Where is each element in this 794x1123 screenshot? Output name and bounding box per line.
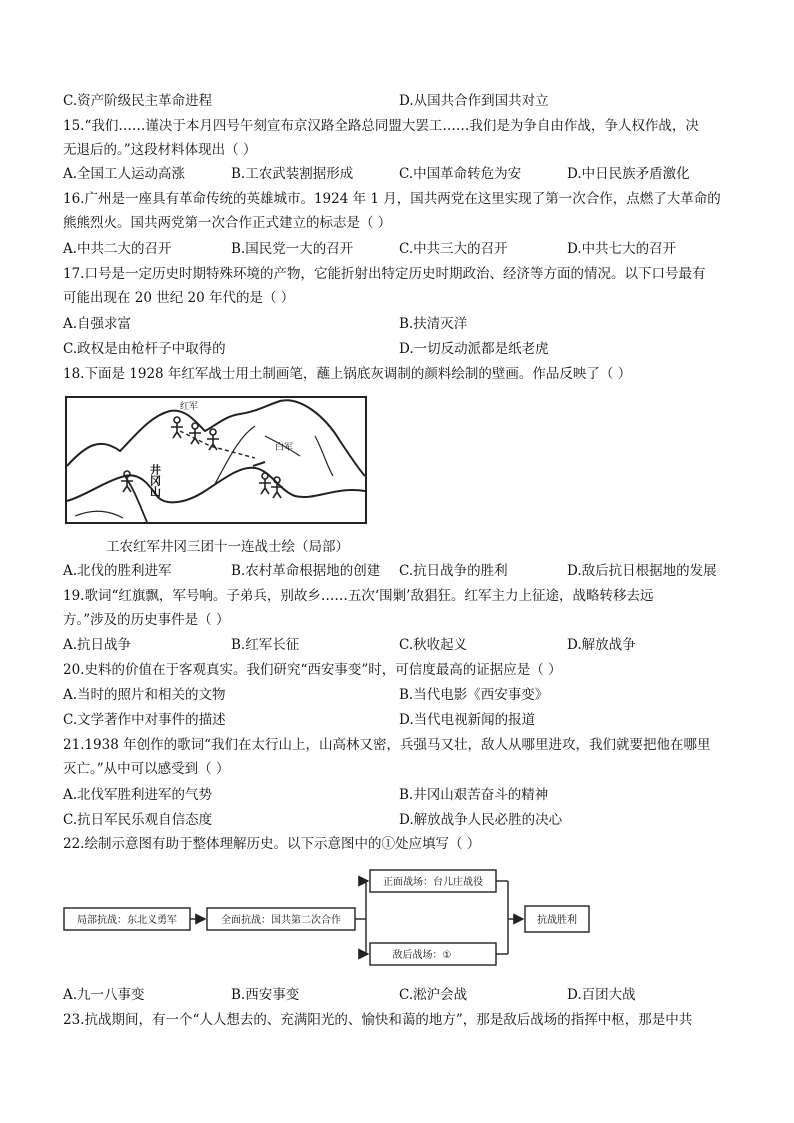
q20-option-b: B.当代电影《西安事变》	[399, 687, 549, 703]
q19-options-row	[63, 635, 733, 655]
q23-stem-line-1: 23.抗战期间，有一个“人人想去的、充满阳光的、愉快和蔼的地方”，那是敌后战场的指挥中枢，那是中共	[63, 1012, 693, 1028]
q22-option-a: A.九一八事变	[63, 987, 145, 1003]
q18-option-b: B.农村革命根据地的创建	[231, 563, 381, 579]
q18-option-c: C.抗日战争的胜利	[399, 563, 508, 579]
diagram-box-front-battlefield-label: 正面战场：台儿庄战役	[383, 877, 483, 888]
q17-stem-line-2: 可能出现在 20 世纪 20 年代的是（ ）	[63, 290, 295, 306]
q20-option-d: D.当代电视新闻的报道	[399, 712, 536, 728]
q21-option-c: C.抗日军民乐观自信态度	[63, 812, 213, 828]
white-army-label: 白军	[275, 443, 294, 453]
q15-option-a: A.全国工人运动高涨	[63, 166, 186, 182]
q14-options-row	[63, 91, 733, 111]
q21-options-row-2	[63, 810, 733, 830]
q18-stem: 18.下面是 1928 年红军战士用土制画笔，蘸上锅底灰调制的颜料绘制的壁画。作品反映了（ ）	[63, 366, 632, 382]
q21-option-a: A.北伐军胜利进军的气势	[63, 787, 213, 803]
q17-option-c: C.政权是由枪杆子中取得的	[63, 341, 226, 357]
q17-option-a: A.自强求富	[63, 316, 132, 332]
q21-stem-line-2: 灭亡。”从中可以感受到（ ）	[63, 761, 230, 777]
q22-option-d: D.百团大战	[567, 987, 636, 1003]
q18-image-caption: 工农红军井冈三团十一连战士绘（局部）	[106, 539, 349, 555]
q20-options-row-2	[63, 710, 733, 730]
q20-stem: 20.史料的价值在于客观真实。我们研究“西安事变”时，可信度最高的证据应是（ ）	[63, 662, 562, 678]
red-army-mural-image	[65, 396, 367, 524]
q22-options-row	[63, 985, 733, 1005]
q14-option-c: C.资产阶级民主革命进程	[63, 93, 213, 109]
q16-stem-line-1: 16.广州是一座具有革命传统的英雄城市。1924 年 1 月，国共两党在这里实现了第一次合作，点燃了大革命的	[63, 191, 721, 207]
q19-stem-line-2: 方。”涉及的历史事件是（ ）	[63, 612, 230, 628]
q19-option-b: B.红军长征	[231, 637, 300, 653]
q16-option-c: C.中共三大的召开	[399, 241, 508, 257]
q22-stem: 22.绘制示意图有助于整体理解历史。以下示意图中的①处应填写（ ）	[63, 836, 481, 852]
q18-option-a: A.北伐的胜利进军	[63, 563, 172, 579]
q17-options-row-1	[63, 314, 733, 334]
q18-options-row	[63, 561, 733, 581]
q16-option-a: A.中共二大的召开	[63, 241, 172, 257]
q15-option-d: D.中日民族矛盾激化	[567, 166, 690, 182]
q20-option-c: C.文学著作中对事件的描述	[63, 712, 226, 728]
q16-options-row	[63, 239, 733, 259]
q17-option-d: D.一切反动派都是纸老虎	[399, 341, 549, 357]
q16-option-d: D.中共七大的召开	[567, 241, 677, 257]
q21-stem-line-1: 21.1938 年创作的歌词“我们在太行山上，山高林又密，兵强马又壮，敌人从哪里进攻，我们就要把他在哪里	[63, 737, 711, 753]
diagram-box-rear-battlefield-label: 敌后战场：①	[392, 950, 452, 961]
q19-stem-line-1: 19.歌词“红旗飘，军号响。子弟兵，别故乡……五次‘围剿’敌猖狂。红军主力上征途，战略转移去远	[63, 588, 654, 604]
q22-option-c: C.淞沪会战	[399, 987, 468, 1003]
q17-stem-line-1: 17.口号是一定历史时期特殊环境的产物，它能折射出特定历史时期政治、经济等方面的情况。以下口号最有	[63, 266, 706, 282]
q14-option-d: D.从国共合作到国共对立	[399, 93, 549, 109]
q17-option-b: B.扶清灭洋	[399, 316, 468, 332]
q16-stem-line-2: 熊熊烈火。国共两党第一次合作正式建立的标志是（ ）	[63, 215, 392, 231]
q19-option-d: D.解放战争	[567, 637, 636, 653]
q20-options-row-1	[63, 685, 733, 705]
q22-option-b: B.西安事变	[231, 987, 300, 1003]
q17-options-row-2	[63, 339, 733, 359]
diagram-box-victory-label: 抗战胜利	[537, 915, 577, 926]
q19-option-c: C.秋收起义	[399, 637, 468, 653]
q20-option-a: A.当时的照片和相关的文物	[63, 687, 226, 703]
jinggangshan-label: 井冈山	[148, 464, 162, 497]
q19-option-a: A.抗日战争	[63, 637, 132, 653]
q15-stem-line-1: 15.“我们……谨决于本月四号午刻宣布京汉路全路总同盟大罢工……我们是为争自由作战，争人权作战，决	[63, 118, 699, 134]
q16-option-b: B.国民党一大的召开	[231, 241, 354, 257]
q15-option-b: B.工农武装割据形成	[231, 166, 354, 182]
anti-japanese-war-diagram	[62, 866, 594, 976]
q21-options-row-1	[63, 785, 733, 805]
diagram-box-full-war-label: 全面抗战：国共第二次合作	[221, 915, 341, 926]
q15-options-row	[63, 164, 733, 184]
q18-option-d: D.敌后抗日根据地的发展	[567, 563, 717, 579]
q21-option-d: D.解放战争人民必胜的决心	[399, 812, 563, 828]
q15-stem-line-2: 无退后的。”这段材料体现出（ ）	[63, 142, 257, 158]
q21-option-b: B.井冈山艰苦奋斗的精神	[399, 787, 549, 803]
diagram-box-local-war-label: 局部抗战：东北义勇军	[77, 915, 177, 926]
red-army-label: 红军	[180, 402, 199, 412]
q15-option-c: C.中国革命转危为安	[399, 166, 522, 182]
